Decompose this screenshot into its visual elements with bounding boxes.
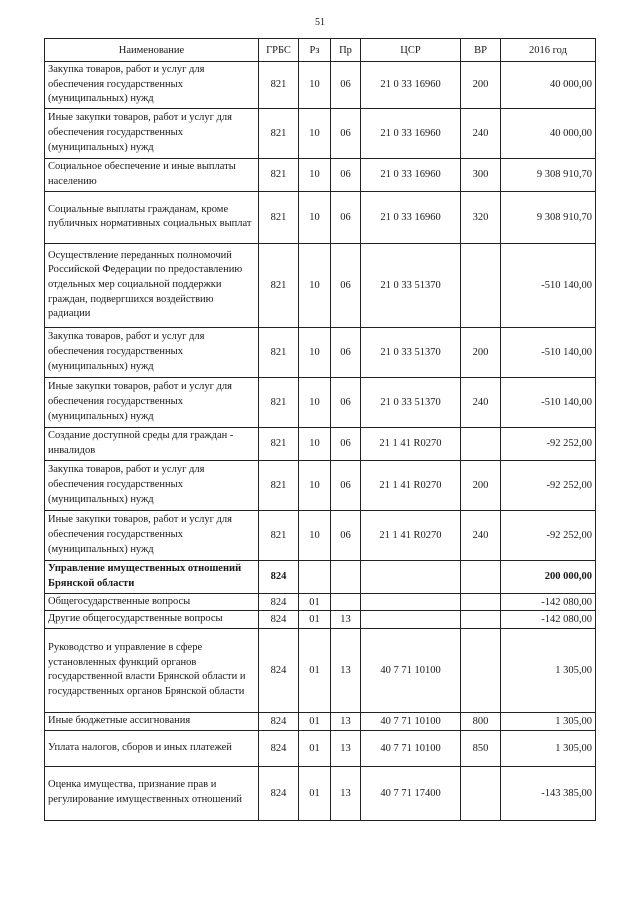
header-name: Наименование <box>45 39 259 62</box>
cell-rz: 10 <box>299 158 331 191</box>
table-header-row <box>45 39 596 62</box>
cell-pr <box>331 593 361 611</box>
cell-vr: 240 <box>461 510 501 560</box>
cell-csr: 21 0 33 16960 <box>361 108 461 158</box>
cell-csr: 21 0 33 16960 <box>361 62 461 109</box>
cell-pr: 13 <box>331 730 361 766</box>
cell-grbs: 821 <box>259 158 299 191</box>
cell-amount: 1 305,00 <box>501 730 596 766</box>
cell-vr: 300 <box>461 158 501 191</box>
cell-rz <box>299 560 331 593</box>
cell-vr: 320 <box>461 191 501 243</box>
cell-amount: -92 252,00 <box>501 460 596 510</box>
table-row <box>45 108 596 158</box>
cell-name: Оценка имущества, признание прав и регулирование имущественных отношений <box>45 766 259 820</box>
cell-pr: 06 <box>331 427 361 460</box>
cell-grbs: 821 <box>259 108 299 158</box>
cell-csr: 21 0 33 16960 <box>361 158 461 191</box>
cell-rz: 10 <box>299 510 331 560</box>
cell-name: Создание доступной среды для граждан - инвалидов <box>45 427 259 460</box>
cell-name: Иные бюджетные ассигнования <box>45 712 259 730</box>
cell-name: Закупка товаров, работ и услуг для обеспечения государственных (муниципальных) нужд <box>45 460 259 510</box>
cell-name: Общегосударственные вопросы <box>45 593 259 611</box>
cell-vr <box>461 593 501 611</box>
cell-pr: 06 <box>331 460 361 510</box>
cell-name: Осуществление переданных полномочий Российской Федерации по предоставлению отдельных мер социальной поддержки граждан, подвергшихся воздействию радиации <box>45 243 259 327</box>
cell-vr: 240 <box>461 377 501 427</box>
cell-grbs: 821 <box>259 377 299 427</box>
cell-rz: 01 <box>299 593 331 611</box>
cell-pr: 13 <box>331 766 361 820</box>
cell-rz: 10 <box>299 191 331 243</box>
cell-csr: 40 7 71 10100 <box>361 712 461 730</box>
cell-grbs: 824 <box>259 712 299 730</box>
cell-grbs: 821 <box>259 62 299 109</box>
cell-vr <box>461 611 501 629</box>
cell-vr: 200 <box>461 327 501 377</box>
cell-csr: 40 7 71 17400 <box>361 766 461 820</box>
cell-name: Закупка товаров, работ и услуг для обеспечения государственных (муниципальных) нужд <box>45 62 259 109</box>
table-row <box>45 593 596 611</box>
cell-amount: 40 000,00 <box>501 62 596 109</box>
cell-pr: 06 <box>331 62 361 109</box>
table-row <box>45 158 596 191</box>
cell-csr: 21 0 33 51370 <box>361 377 461 427</box>
cell-grbs: 824 <box>259 730 299 766</box>
cell-vr: 200 <box>461 62 501 109</box>
cell-amount: -143 385,00 <box>501 766 596 820</box>
cell-pr: 06 <box>331 158 361 191</box>
cell-csr <box>361 593 461 611</box>
cell-grbs: 824 <box>259 593 299 611</box>
table-row <box>45 191 596 243</box>
header-vr: ВР <box>461 39 501 62</box>
cell-name: Социальные выплаты гражданам, кроме публичных нормативных социальных выплат <box>45 191 259 243</box>
cell-csr: 21 0 33 51370 <box>361 243 461 327</box>
cell-csr <box>361 560 461 593</box>
cell-rz: 01 <box>299 766 331 820</box>
cell-amount: -142 080,00 <box>501 611 596 629</box>
cell-rz: 10 <box>299 108 331 158</box>
cell-amount: -92 252,00 <box>501 427 596 460</box>
cell-amount: 40 000,00 <box>501 108 596 158</box>
table-body <box>45 62 596 821</box>
header-csr: ЦСР <box>361 39 461 62</box>
table-row <box>45 243 596 327</box>
cell-pr: 13 <box>331 611 361 629</box>
cell-vr <box>461 766 501 820</box>
cell-amount: -510 140,00 <box>501 377 596 427</box>
cell-vr: 800 <box>461 712 501 730</box>
table-row <box>45 730 596 766</box>
cell-name: Закупка товаров, работ и услуг для обеспечения государственных (муниципальных) нужд <box>45 327 259 377</box>
cell-name: Социальное обеспечение и иные выплаты населению <box>45 158 259 191</box>
cell-csr: 40 7 71 10100 <box>361 730 461 766</box>
cell-rz: 01 <box>299 628 331 712</box>
cell-name: Руководство и управление в сфере установленных функций органов государственной власти Брянской области и государственных органов Брянской области <box>45 628 259 712</box>
cell-vr: 200 <box>461 460 501 510</box>
cell-csr: 21 1 41 R0270 <box>361 427 461 460</box>
cell-name: Уплата налогов, сборов и иных платежей <box>45 730 259 766</box>
cell-rz: 10 <box>299 377 331 427</box>
table-row <box>45 712 596 730</box>
cell-amount: -142 080,00 <box>501 593 596 611</box>
cell-amount: -510 140,00 <box>501 243 596 327</box>
cell-amount: 9 308 910,70 <box>501 191 596 243</box>
cell-pr: 13 <box>331 628 361 712</box>
table-row <box>45 611 596 629</box>
header-grbs: ГРБС <box>259 39 299 62</box>
cell-grbs: 821 <box>259 327 299 377</box>
table-row <box>45 377 596 427</box>
cell-grbs: 824 <box>259 766 299 820</box>
cell-csr: 40 7 71 10100 <box>361 628 461 712</box>
cell-amount: -510 140,00 <box>501 327 596 377</box>
cell-vr: 240 <box>461 108 501 158</box>
cell-vr <box>461 427 501 460</box>
cell-pr: 06 <box>331 243 361 327</box>
header-pr: Пр <box>331 39 361 62</box>
header-rz: Рз <box>299 39 331 62</box>
table-row <box>45 766 596 820</box>
cell-rz: 01 <box>299 730 331 766</box>
cell-grbs: 821 <box>259 510 299 560</box>
cell-amount: 9 308 910,70 <box>501 158 596 191</box>
cell-name: Иные закупки товаров, работ и услуг для обеспечения государственных (муниципальных) нужд <box>45 108 259 158</box>
cell-rz: 10 <box>299 62 331 109</box>
cell-rz: 10 <box>299 460 331 510</box>
table-row <box>45 62 596 109</box>
cell-rz: 10 <box>299 427 331 460</box>
cell-grbs: 821 <box>259 191 299 243</box>
cell-grbs: 821 <box>259 427 299 460</box>
page-number: 51 <box>315 17 325 28</box>
cell-amount: -92 252,00 <box>501 510 596 560</box>
table-row <box>45 427 596 460</box>
cell-name: Иные закупки товаров, работ и услуг для обеспечения государственных (муниципальных) нужд <box>45 377 259 427</box>
cell-pr: 06 <box>331 191 361 243</box>
cell-vr <box>461 628 501 712</box>
cell-amount: 200 000,00 <box>501 560 596 593</box>
cell-csr: 21 0 33 16960 <box>361 191 461 243</box>
cell-grbs: 821 <box>259 460 299 510</box>
cell-name: Управление имущественных отношений Брянской области <box>45 560 259 593</box>
cell-grbs: 824 <box>259 628 299 712</box>
table-row <box>45 628 596 712</box>
cell-amount: 1 305,00 <box>501 712 596 730</box>
cell-csr: 21 1 41 R0270 <box>361 510 461 560</box>
cell-name: Иные закупки товаров, работ и услуг для обеспечения государственных (муниципальных) нужд <box>45 510 259 560</box>
cell-vr <box>461 243 501 327</box>
cell-pr: 06 <box>331 377 361 427</box>
table-row <box>45 460 596 510</box>
cell-csr <box>361 611 461 629</box>
cell-amount: 1 305,00 <box>501 628 596 712</box>
cell-csr: 21 0 33 51370 <box>361 327 461 377</box>
cell-csr: 21 1 41 R0270 <box>361 460 461 510</box>
cell-name: Другие общегосударственные вопросы <box>45 611 259 629</box>
cell-pr: 13 <box>331 712 361 730</box>
cell-rz: 01 <box>299 712 331 730</box>
cell-rz: 10 <box>299 243 331 327</box>
table-row <box>45 510 596 560</box>
cell-pr: 06 <box>331 510 361 560</box>
cell-pr: 06 <box>331 108 361 158</box>
table-row <box>45 327 596 377</box>
cell-grbs: 821 <box>259 243 299 327</box>
cell-grbs: 824 <box>259 560 299 593</box>
cell-vr: 850 <box>461 730 501 766</box>
cell-pr: 06 <box>331 327 361 377</box>
budget-table <box>44 38 596 821</box>
cell-grbs: 824 <box>259 611 299 629</box>
header-amount: 2016 год <box>501 39 596 62</box>
cell-pr <box>331 560 361 593</box>
table-row <box>45 560 596 593</box>
cell-rz: 10 <box>299 327 331 377</box>
cell-vr <box>461 560 501 593</box>
cell-rz: 01 <box>299 611 331 629</box>
